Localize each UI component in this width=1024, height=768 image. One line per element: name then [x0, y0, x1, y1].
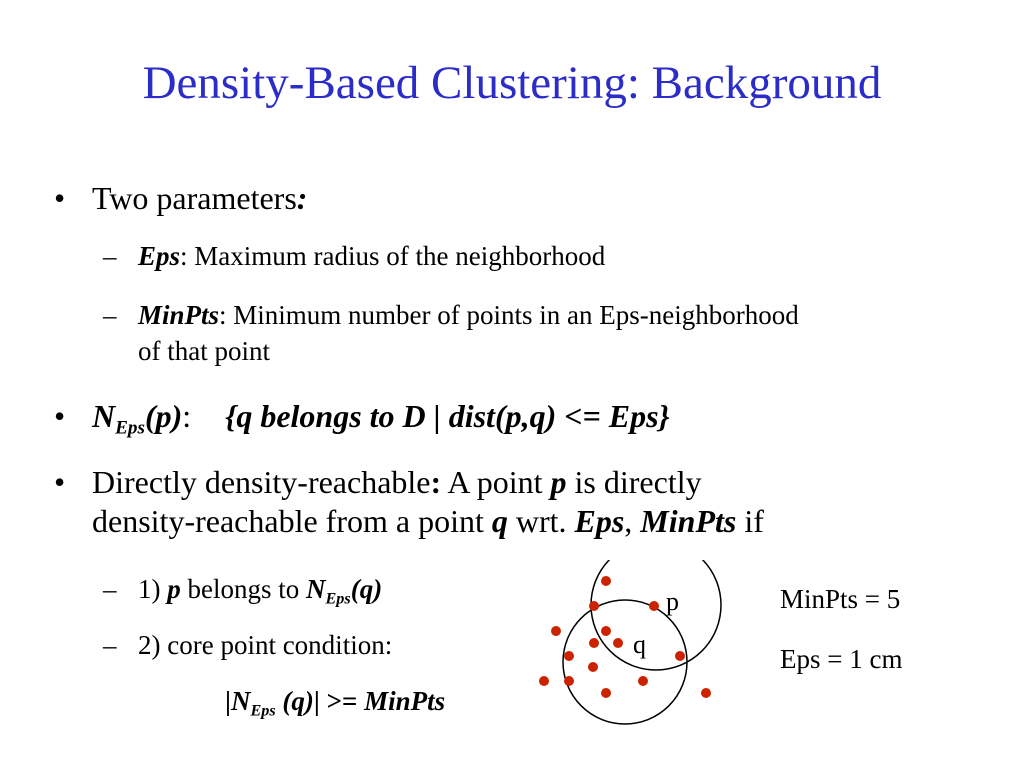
data-point — [564, 651, 574, 661]
set-definition: {q belongs to D | dist(p,q) <= Eps} — [225, 398, 670, 434]
data-point — [551, 626, 561, 636]
n-argument: (q) — [350, 574, 383, 604]
eps-subscript: Eps — [325, 589, 351, 608]
text: is directly — [566, 464, 702, 500]
data-point — [588, 662, 598, 672]
eps-value: Eps = 1 cm — [780, 644, 903, 674]
var-p: p — [167, 574, 181, 604]
eps-neighborhood-diagram — [520, 560, 740, 740]
definition-minpts: : Minimum number of points in an Eps-neighborhood — [219, 300, 799, 330]
term-minpts: MinPts — [364, 686, 446, 716]
eps-subscript: Eps — [115, 417, 145, 439]
slide-title: Density-Based Clustering: Background — [142, 57, 882, 109]
eps-circle-p — [591, 560, 721, 670]
bullet-text: Two parameters — [92, 180, 297, 216]
text: if — [736, 503, 764, 539]
text: belongs to — [180, 574, 306, 604]
term-minpts: MinPts — [138, 300, 220, 330]
bullet-directly-reachable-line2 — [92, 503, 764, 540]
condition-number: 1) — [138, 574, 168, 604]
data-point — [601, 576, 611, 586]
eps-subscript: Eps — [250, 701, 276, 720]
data-point — [589, 601, 599, 611]
condition-1 — [138, 574, 383, 608]
data-point — [564, 676, 574, 686]
label-p: p — [666, 587, 679, 616]
n-symbol: N — [306, 574, 326, 604]
bullet-neps-definition — [92, 398, 670, 439]
term-directly-reachable: Directly density-reachable — [92, 464, 431, 500]
data-point — [613, 638, 623, 648]
text: density-reachable from a point — [92, 503, 492, 539]
sub-bullet-minpts-continuation: of that point — [138, 336, 270, 366]
definition-colon: : — [182, 398, 192, 434]
sub-bullet-minpts — [138, 300, 799, 331]
comma: , — [624, 503, 641, 539]
text: A point — [441, 464, 551, 500]
condition-2: 2) core point condition: — [138, 630, 393, 660]
data-point — [701, 688, 711, 698]
n-symbol: N — [92, 398, 116, 434]
dash-marker: – — [103, 300, 117, 330]
bullet-marker: • — [54, 464, 66, 500]
data-point — [539, 676, 549, 686]
term-eps: Eps — [138, 241, 181, 271]
core-point-formula — [225, 686, 446, 720]
bullet-colon: : — [296, 180, 308, 216]
bullet-marker: • — [54, 180, 66, 216]
abs-bar: | — [225, 686, 231, 716]
sub-bullet-eps — [138, 241, 605, 272]
term-eps: Eps — [574, 503, 625, 539]
data-point — [601, 626, 611, 636]
dash-marker: – — [103, 574, 117, 604]
n-symbol: N — [230, 686, 251, 716]
minpts-value: MinPts = 5 — [780, 584, 901, 614]
comparison: | >= — [313, 686, 365, 716]
label-q: q — [633, 630, 646, 659]
colon: : — [430, 464, 442, 500]
n-argument: (q) — [275, 686, 314, 716]
term-minpts: MinPts — [640, 503, 737, 539]
data-point — [649, 601, 659, 611]
dash-marker: – — [103, 241, 117, 271]
data-point — [601, 688, 611, 698]
dash-marker: – — [103, 630, 117, 660]
bullet-marker: • — [54, 398, 66, 434]
definition-eps: : Maximum radius of the neighborhood — [180, 241, 606, 271]
text: wrt. — [507, 503, 575, 539]
data-point — [638, 676, 648, 686]
var-p: p — [550, 464, 567, 500]
var-q: q — [491, 503, 508, 539]
n-argument: (p) — [144, 398, 183, 434]
bullet-directly-reachable-line1 — [92, 464, 702, 501]
bullet-two-parameters — [92, 180, 307, 217]
data-point — [675, 651, 685, 661]
data-point — [589, 638, 599, 648]
